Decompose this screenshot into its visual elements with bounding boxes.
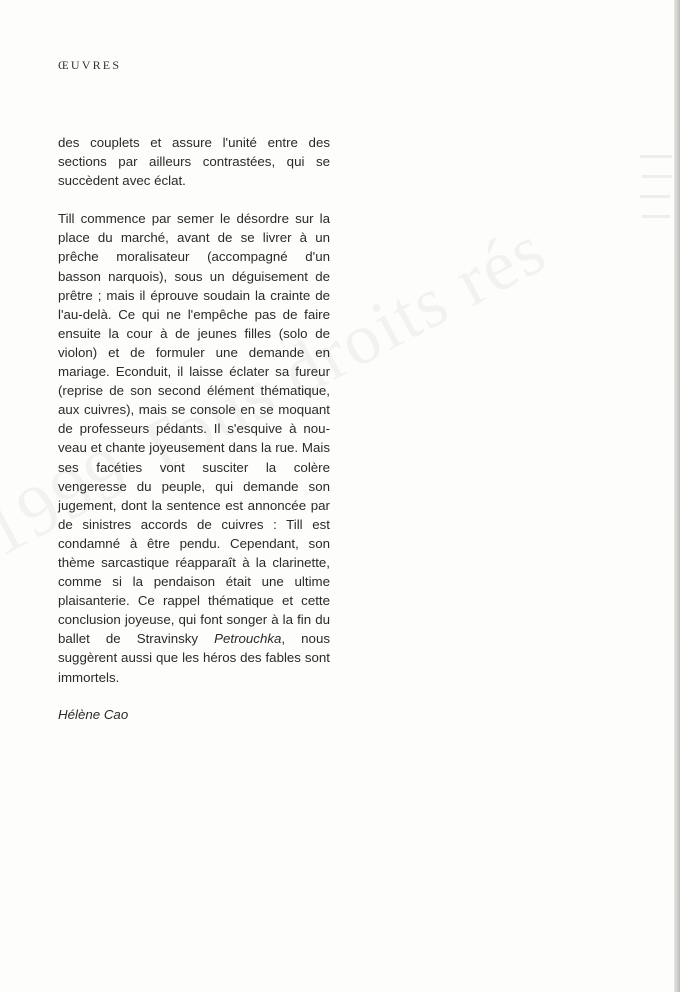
author-signature: Hélène Cao [58,706,129,722]
text-column [58,133,330,724]
bleed-mark [642,175,672,178]
work-title: Petrouchka [214,631,282,647]
bleed-mark [640,195,670,198]
bleed-mark [640,155,672,158]
paragraph [58,209,330,686]
bleed-mark [642,215,670,218]
paragraph-text: Till commence par semer le désordre sur la place du marché, avant de se livrer à un prêche moralisateur (accompagné d'un basson narquois), sous un déguisement de prêtre ; mais il éprouve soudain la crainte de l'au-delà. Ce qui ne l'empêche pas de faire ensuite la cour à de jeunes filles (solo de violon) et de formuler une demande en mariage. Econduit, il laisse éclater sa fureur (reprise de son second élément thématique, aux cuivres), mais se console en se moquant de professeurs pédants. Il s'esquive à nouveau et chante joyeusement dans la rue. Mais ses facéties vont susciter la colère vengeresse du peuple, qui demande son jugement, dont la sentence est annoncée par de sinistres accords de cuivres : Till est condamné à être pendu. Cependant, son thème sarcastique réapparaît à la clarinette, comme si la pendaison était une ultime plaisanterie. Ce rappel thématique et cette conclusion joyeuse, qui font songer à la fin du ballet de Stravinsky [58,211,330,647]
section-header: ŒUVRES [58,58,122,72]
page-edge [674,0,680,992]
paragraph: des couplets et assure l'unité entre des sections par ailleurs contrastées, qui se succèdent avec éclat. [58,135,330,189]
paragraph-text-end: , nous suggèrent aussi que les héros des fables sont immortels. [58,631,330,685]
